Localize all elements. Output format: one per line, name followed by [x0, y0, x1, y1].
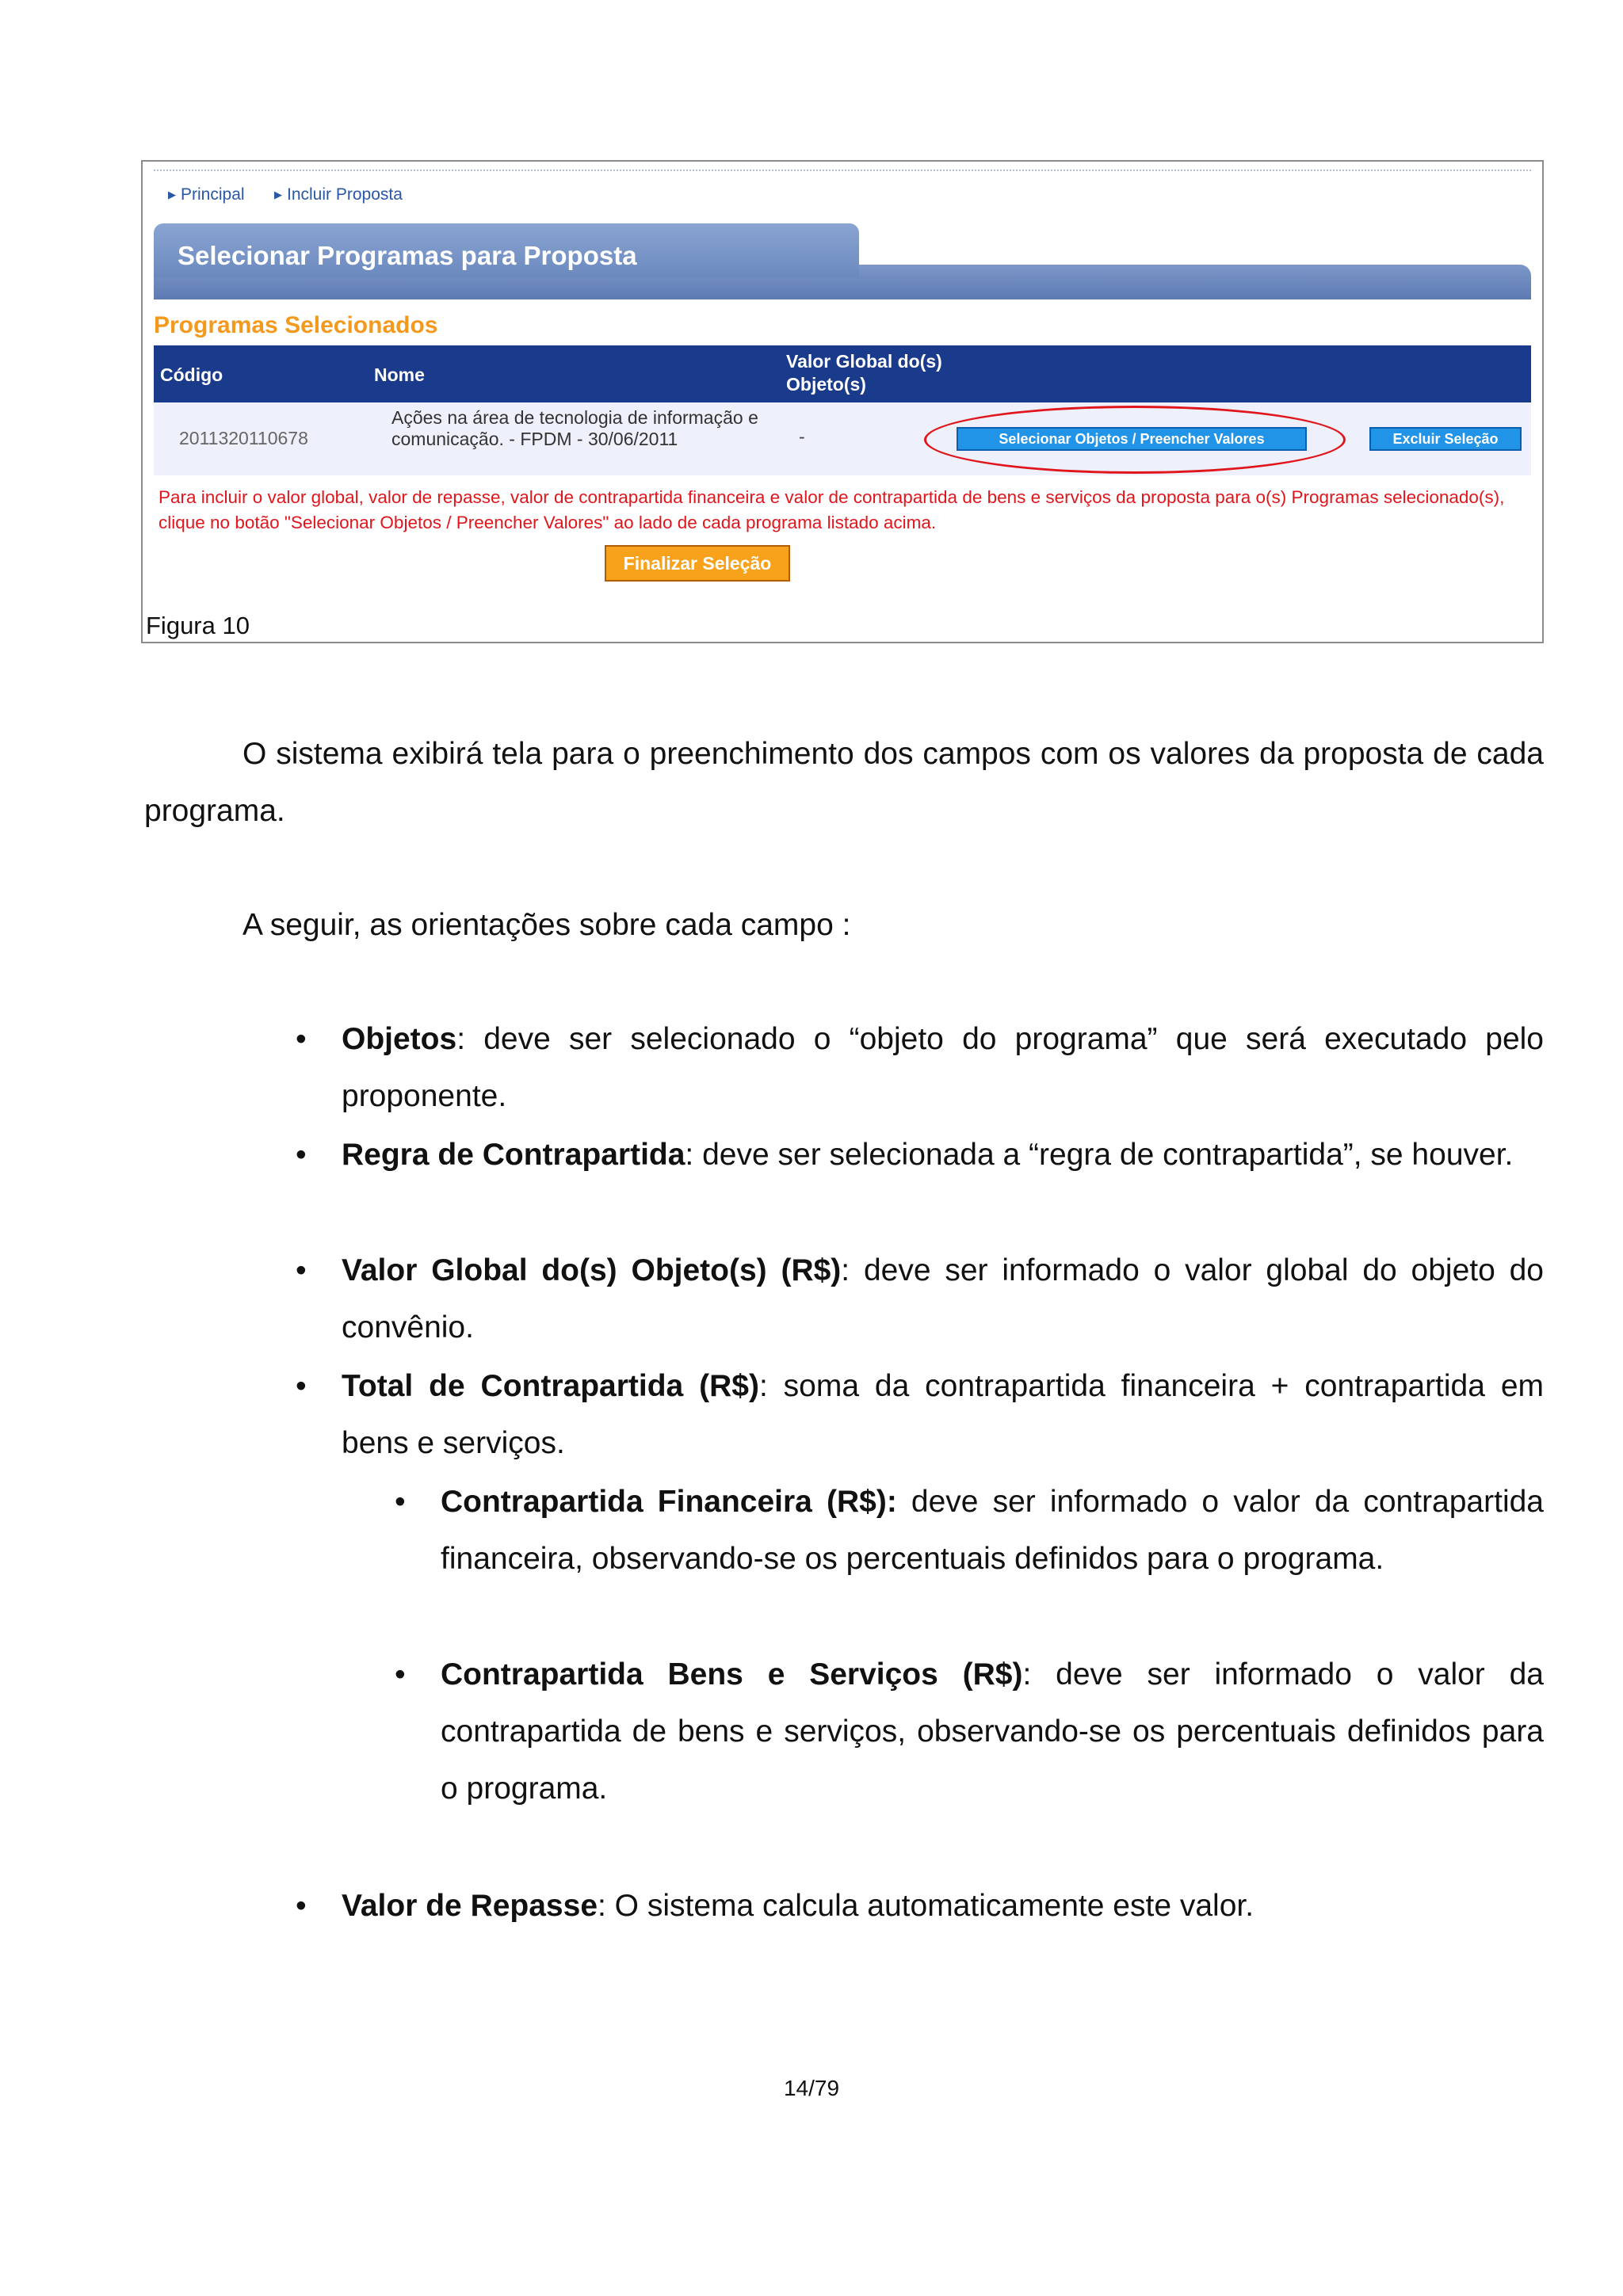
- bullet-icon: •: [395, 1485, 406, 1519]
- bullet-icon: •: [296, 1889, 307, 1923]
- triangle-right-icon: ▶: [274, 189, 282, 200]
- breadcrumb: [154, 170, 1531, 203]
- triangle-right-icon: ▶: [168, 189, 176, 200]
- item-text: : O sistema calcula automaticamente este valor.: [598, 1889, 1254, 1923]
- breadcrumb-label: Principal: [181, 185, 245, 204]
- breadcrumb-label: Incluir Proposta: [287, 185, 403, 204]
- program-code: 2011320110678: [179, 428, 308, 448]
- paragraph-intro: O sistema exibirá tela para o preenchimento dos campos com os valores da proposta de cada programa.: [144, 737, 1544, 828]
- paragraph-guidelines: A seguir, as orientações sobre cada campo :: [242, 908, 851, 942]
- breadcrumb-link-principal[interactable]: [168, 185, 245, 204]
- item-text: : soma da contrapartida financeira + contrapartida em bens e serviços.: [342, 1369, 1544, 1460]
- list-item: [296, 1242, 1544, 1356]
- finish-selection-button[interactable]: Finalizar Seleção: [605, 545, 790, 582]
- item-term: Regra de Contrapartida: [342, 1138, 685, 1172]
- bullet-icon: •: [296, 1022, 307, 1056]
- panel-tab: [154, 223, 859, 277]
- item-term: Valor de Repasse: [342, 1889, 598, 1923]
- panel-title: Selecionar Programas para Proposta: [178, 241, 637, 270]
- item-text: deve ser informado o valor da contrapartida financeira, observando-se os percentuais definidos para o programa.: [441, 1485, 1544, 1576]
- instructions-text: Para incluir o valor global, valor de repasse, valor de contrapartida financeira e valor de contrapartida de bens e serviços da proposta para o(s) Programas selecionado(s), clique no botão "Selecionar Objetos / Preencher Valores" ao lado de cada programa listado acima.: [158, 487, 1505, 532]
- list-item: [296, 1358, 1544, 1472]
- column-header-name: Nome: [374, 364, 425, 385]
- delete-selection-button[interactable]: Excluir Seleção: [1369, 427, 1522, 451]
- item-text: : deve ser informado o valor da contrapartida de bens e serviços, observando-se os percentuais definidos para o programa.: [441, 1657, 1544, 1806]
- item-term: Contrapartida Bens e Serviços (R$): [441, 1657, 1023, 1691]
- item-text: : deve ser selecionado o “objeto do programa” que será executado pelo proponente.: [342, 1022, 1544, 1113]
- section-title: Programas Selecionados: [154, 312, 438, 338]
- list-item-sub: [395, 1474, 1544, 1588]
- list-item: [296, 1127, 1544, 1184]
- list-item: [296, 1011, 1544, 1125]
- column-header-value-label: Valor Global do(s) Objeto(s): [786, 351, 942, 395]
- column-header-code: Código: [160, 364, 223, 385]
- item-term: Objetos: [342, 1022, 457, 1056]
- table-row: [154, 402, 1531, 475]
- table-header: [154, 345, 1531, 402]
- figure-screenshot: [141, 160, 1544, 643]
- bullet-icon: •: [296, 1138, 307, 1172]
- bullet-icon: •: [296, 1369, 307, 1403]
- select-objects-button[interactable]: Selecionar Objetos / Preencher Valores: [957, 427, 1307, 451]
- bullet-icon: •: [395, 1657, 406, 1691]
- figure-caption: Figura 10: [146, 612, 250, 639]
- item-term: Valor Global do(s) Objeto(s) (R$): [342, 1253, 842, 1287]
- program-name: Ações na área de tecnologia de informação e comunicação. - FPDM - 30/06/2011: [391, 407, 758, 449]
- programs-table: [154, 345, 1531, 475]
- program-value: -: [799, 426, 805, 447]
- list-item-sub: [395, 1646, 1544, 1817]
- item-term: Contrapartida Financeira (R$):: [441, 1485, 897, 1519]
- breadcrumb-link-incluir-proposta[interactable]: [274, 185, 403, 204]
- item-text: : deve ser selecionada a “regra de contrapartida”, se houver.: [685, 1138, 1514, 1172]
- item-term: Total de Contrapartida (R$): [342, 1369, 759, 1403]
- list-item: [296, 1878, 1544, 1935]
- column-header-value: [786, 350, 960, 396]
- page-number: 14/79: [783, 2076, 840, 2100]
- bullet-icon: •: [296, 1253, 307, 1287]
- item-text: : deve ser informado o valor global do objeto do convênio.: [342, 1253, 1544, 1344]
